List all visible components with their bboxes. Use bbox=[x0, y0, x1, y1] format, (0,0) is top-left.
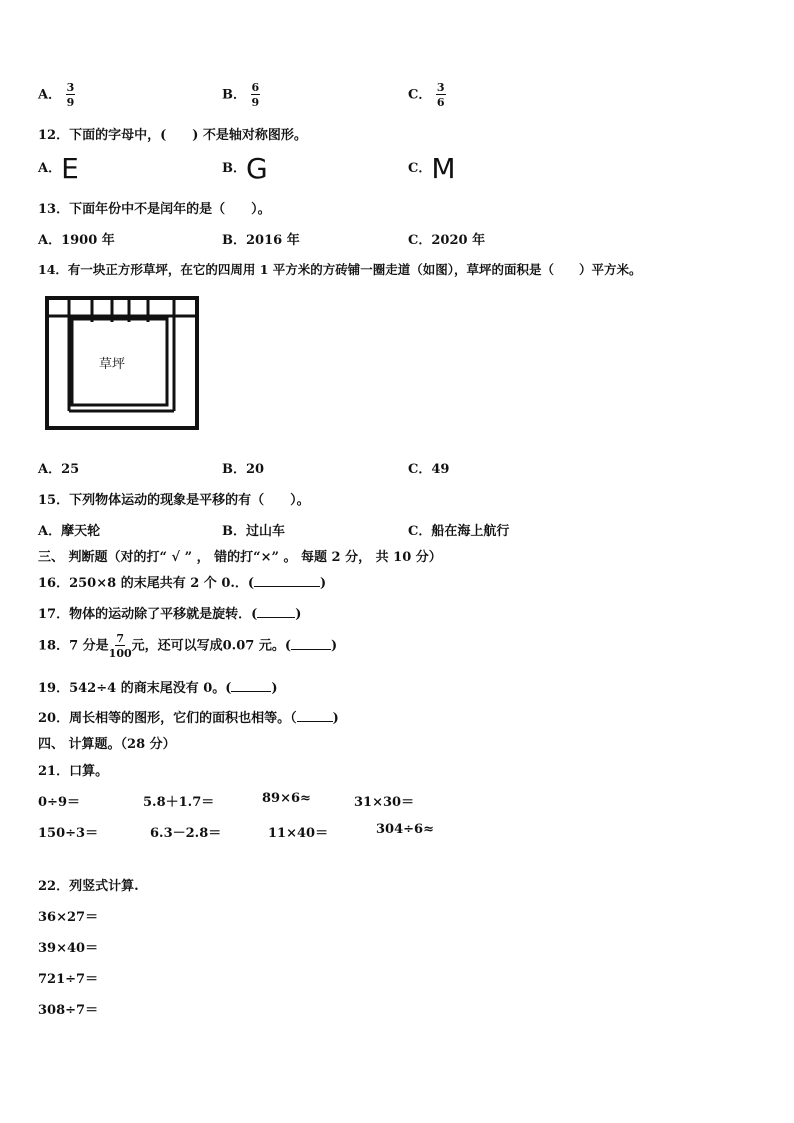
answer-blank[interactable] bbox=[254, 574, 320, 587]
q21-question: 21．口算。 bbox=[38, 764, 109, 779]
q11-option-b: B． $\frac{6}{9}$ bbox=[222, 81, 260, 109]
fraction: $\frac{7}{100}$ bbox=[108, 632, 132, 660]
section-4-title: 四、 计算题。（28 分） bbox=[38, 737, 176, 752]
mental-math-item: 89×6≈ bbox=[262, 791, 311, 806]
q13-option-a: A．1900 年 bbox=[38, 233, 115, 248]
q12-option-c: C．M bbox=[408, 152, 456, 185]
lawn-walkway-figure bbox=[44, 295, 200, 431]
q12-option-b: B．G bbox=[222, 152, 268, 185]
q14-question: 14．有一块正方形草坪，在它的四周用 1 平方米的方砖铺一圈走道（如图），草坪的面积是（ ）平方米。 bbox=[38, 262, 642, 277]
q14-option-c: C．49 bbox=[408, 462, 450, 477]
vertical-calc-item: 308÷7＝ bbox=[38, 1003, 99, 1018]
q19-statement: 19．542÷4 的商末尾没有 0。( ) bbox=[38, 681, 278, 696]
fraction: $\frac{3}{9}$ bbox=[66, 81, 75, 109]
vertical-calc-item: 39×40＝ bbox=[38, 941, 99, 956]
q14-option-b: B．20 bbox=[222, 462, 265, 477]
q20-statement: 20．周长相等的图形，它们的面积也相等。（ ) bbox=[38, 711, 339, 726]
q15-option-a: A．摩天轮 bbox=[38, 524, 101, 539]
mental-math-item: 6.3－2.8＝ bbox=[150, 826, 222, 841]
answer-blank[interactable] bbox=[291, 637, 331, 650]
answer-blank[interactable] bbox=[297, 709, 333, 722]
q14-option-a: A．25 bbox=[38, 462, 80, 477]
q11-option-c: C． $\frac{3}{6}$ bbox=[408, 81, 445, 109]
mental-math-item: 5.8＋1.7＝ bbox=[143, 795, 215, 810]
q13-option-b: B．2016 年 bbox=[222, 233, 300, 248]
q13-question: 13．下面年份中不是闰年的是（ ）。 bbox=[38, 202, 271, 217]
q15-option-c: C．船在海上航行 bbox=[408, 524, 510, 539]
q16-statement: 16．250×8 的末尾共有 2 个 0.．( ) bbox=[38, 576, 327, 591]
mental-math-item: 11×40＝ bbox=[268, 826, 329, 841]
q15-question: 15．下列物体运动的现象是平移的有（ ）。 bbox=[38, 493, 310, 508]
q22-question: 22．列竖式计算. bbox=[38, 879, 139, 894]
answer-blank[interactable] bbox=[257, 605, 295, 618]
mental-math-item: 0÷9＝ bbox=[38, 795, 80, 810]
section-3-title: 三、 判断题（对的打“ √ ” ， 错的打“×” 。 每题 2 分， 共 10 分） bbox=[38, 550, 442, 565]
q11-option-a: A． $\frac{3}{9}$ bbox=[38, 81, 75, 109]
fraction: $\frac{6}{9}$ bbox=[251, 81, 260, 109]
q12-option-a: A．E bbox=[38, 152, 79, 185]
fraction: $\frac{3}{6}$ bbox=[436, 81, 445, 109]
mental-math-item: 31×30＝ bbox=[354, 795, 415, 810]
vertical-calc-item: 721÷7＝ bbox=[38, 972, 99, 987]
q18-statement: 18．7 分是 $\frac{7}{100}$ 元，还可以写成0.07 元。( ) bbox=[38, 632, 338, 660]
q13-option-c: C．2020 年 bbox=[408, 233, 486, 248]
q17-statement: 17．物体的运动除了平移就是旋转．( ) bbox=[38, 607, 302, 622]
answer-blank[interactable] bbox=[231, 679, 271, 692]
lawn-label: 草坪 bbox=[98, 357, 126, 372]
mental-math-item: 150÷3＝ bbox=[38, 826, 99, 841]
vertical-calc-item: 36×27＝ bbox=[38, 910, 99, 925]
q15-option-b: B．过山车 bbox=[222, 524, 286, 539]
mental-math-item: 304÷6≈ bbox=[376, 822, 434, 837]
q12-question: 12．下面的字母中，( ) 不是轴对称图形。 bbox=[38, 128, 307, 143]
